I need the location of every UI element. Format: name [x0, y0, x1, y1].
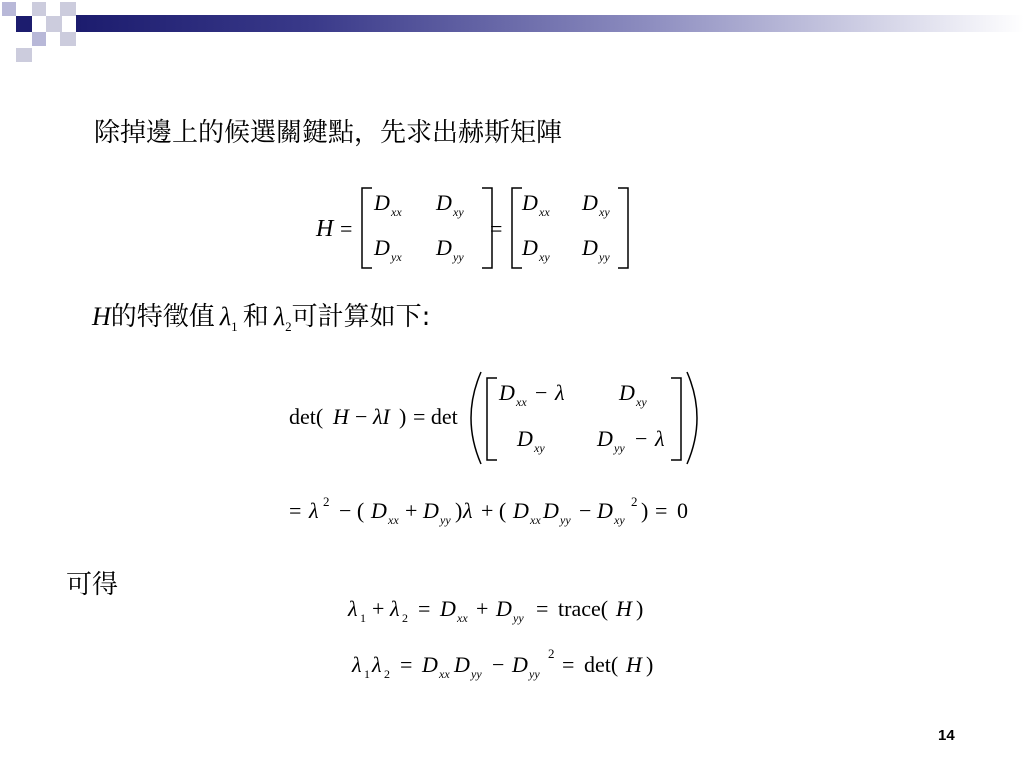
svg-text:yy: yy	[440, 513, 451, 527]
eigen-text-end: 可計算如下:	[291, 302, 431, 332]
lambda1-symbol: $\lambda_1$	[219, 302, 238, 334]
header-gradient-bar	[76, 15, 1024, 32]
svg-text:D: D	[496, 596, 512, 621]
svg-text:H: H	[626, 652, 642, 677]
svg-text:D: D	[513, 498, 529, 523]
svg-text:=: =	[400, 652, 413, 677]
svg-text:2: 2	[323, 494, 330, 509]
svg-text:): )	[399, 404, 407, 429]
svg-text:): )	[636, 596, 644, 621]
svg-text:xx: xx	[391, 205, 402, 219]
svg-text:λ: λ	[655, 426, 665, 451]
svg-text:det(: det(	[584, 652, 619, 677]
svg-text:λ: λ	[348, 596, 358, 621]
trace-equation	[344, 588, 674, 628]
svg-text:yy: yy	[560, 513, 571, 527]
det-result-equation	[344, 642, 674, 687]
svg-text:=: =	[562, 652, 575, 677]
svg-text:D: D	[436, 190, 452, 215]
svg-text:): )	[455, 498, 463, 523]
svg-text:= det: = det	[413, 404, 458, 429]
svg-text:λ: λ	[352, 652, 362, 677]
svg-text:2: 2	[384, 667, 390, 681]
svg-text:xx: xx	[516, 395, 527, 409]
result-label: 可得	[66, 570, 119, 600]
svg-text:−: −	[579, 498, 592, 523]
svg-text:xx: xx	[539, 205, 550, 219]
eigen-line	[92, 296, 430, 335]
svg-text:D: D	[522, 235, 538, 260]
svg-text:): )	[641, 498, 649, 523]
svg-text:xy: xy	[636, 395, 647, 409]
svg-text:yy: yy	[471, 667, 482, 681]
eigen-text-and: 和	[242, 302, 269, 332]
svg-text:−: −	[355, 404, 368, 429]
svg-text:H: H	[333, 404, 349, 429]
svg-text:xy: xy	[534, 441, 545, 455]
svg-text:=: =	[536, 596, 549, 621]
determinant-equation	[285, 368, 715, 468]
svg-text:0: 0	[677, 498, 688, 523]
svg-text:H: H	[316, 216, 334, 242]
svg-text:D: D	[512, 652, 528, 677]
slide-heading: 除掉邊上的候選關鍵點，先求出赫斯矩陣	[94, 118, 563, 148]
svg-text:− (: − (	[339, 498, 365, 523]
svg-text:+ (: + (	[481, 498, 507, 523]
svg-text:=: =	[490, 216, 503, 241]
svg-text:D: D	[371, 498, 387, 523]
svg-text:D: D	[436, 235, 452, 260]
svg-text:D: D	[597, 498, 613, 523]
svg-text:−: −	[492, 652, 505, 677]
svg-text:2: 2	[402, 611, 408, 625]
svg-text:xy: xy	[599, 205, 610, 219]
svg-text:+: +	[476, 596, 489, 621]
svg-text:D: D	[522, 190, 538, 215]
svg-text:1: 1	[364, 667, 370, 681]
svg-text:1: 1	[360, 611, 366, 625]
svg-text:D: D	[619, 380, 635, 405]
svg-text:D: D	[517, 426, 533, 451]
svg-text:yx: yx	[391, 250, 402, 264]
svg-text:D: D	[454, 652, 470, 677]
svg-text:xx: xx	[457, 611, 468, 625]
svg-text:2: 2	[631, 494, 638, 509]
h-symbol: H	[92, 302, 111, 331]
svg-text:yy: yy	[614, 441, 625, 455]
svg-text:yy: yy	[453, 250, 464, 264]
svg-text:xy: xy	[453, 205, 464, 219]
svg-text:D: D	[440, 596, 456, 621]
svg-text:yy: yy	[513, 611, 524, 625]
svg-text:D: D	[597, 426, 613, 451]
svg-text:xy: xy	[614, 513, 625, 527]
svg-text:): )	[646, 652, 654, 677]
svg-text:=: =	[655, 498, 668, 523]
lambda2-symbol: $\lambda_2$	[273, 302, 292, 334]
svg-text:=: =	[418, 596, 431, 621]
svg-text:=: =	[289, 498, 302, 523]
svg-text:xx: xx	[530, 513, 541, 527]
svg-text:trace(: trace(	[558, 596, 609, 621]
hessian-equation	[300, 180, 640, 275]
svg-text:D: D	[374, 190, 390, 215]
svg-text:D: D	[422, 652, 438, 677]
svg-text:λ: λ	[463, 498, 473, 523]
svg-text:+: +	[372, 596, 385, 621]
svg-text:xy: xy	[539, 250, 550, 264]
page-number: 14	[938, 727, 955, 744]
svg-text:yy: yy	[599, 250, 610, 264]
svg-text:λ: λ	[390, 596, 400, 621]
svg-text:yy: yy	[529, 667, 540, 681]
svg-text:−: −	[635, 426, 648, 451]
svg-text:H: H	[616, 596, 632, 621]
svg-text:=: =	[340, 216, 353, 241]
svg-text:xx: xx	[388, 513, 399, 527]
polynomial-equation	[285, 488, 725, 533]
svg-text:λ: λ	[372, 652, 382, 677]
svg-text:D: D	[582, 190, 598, 215]
svg-text:2: 2	[548, 646, 555, 661]
svg-text:λ: λ	[555, 380, 565, 405]
svg-text:D: D	[543, 498, 559, 523]
svg-text:−: −	[535, 380, 548, 405]
svg-text:D: D	[582, 235, 598, 260]
svg-text:det(: det(	[289, 404, 324, 429]
eigen-text-suffix: 的特徵值	[110, 302, 215, 332]
svg-text:λI: λI	[373, 404, 390, 429]
svg-text:+: +	[405, 498, 418, 523]
svg-text:D: D	[423, 498, 439, 523]
svg-text:xx: xx	[439, 667, 450, 681]
svg-text:λ: λ	[309, 498, 319, 523]
svg-text:D: D	[499, 380, 515, 405]
svg-text:D: D	[374, 235, 390, 260]
